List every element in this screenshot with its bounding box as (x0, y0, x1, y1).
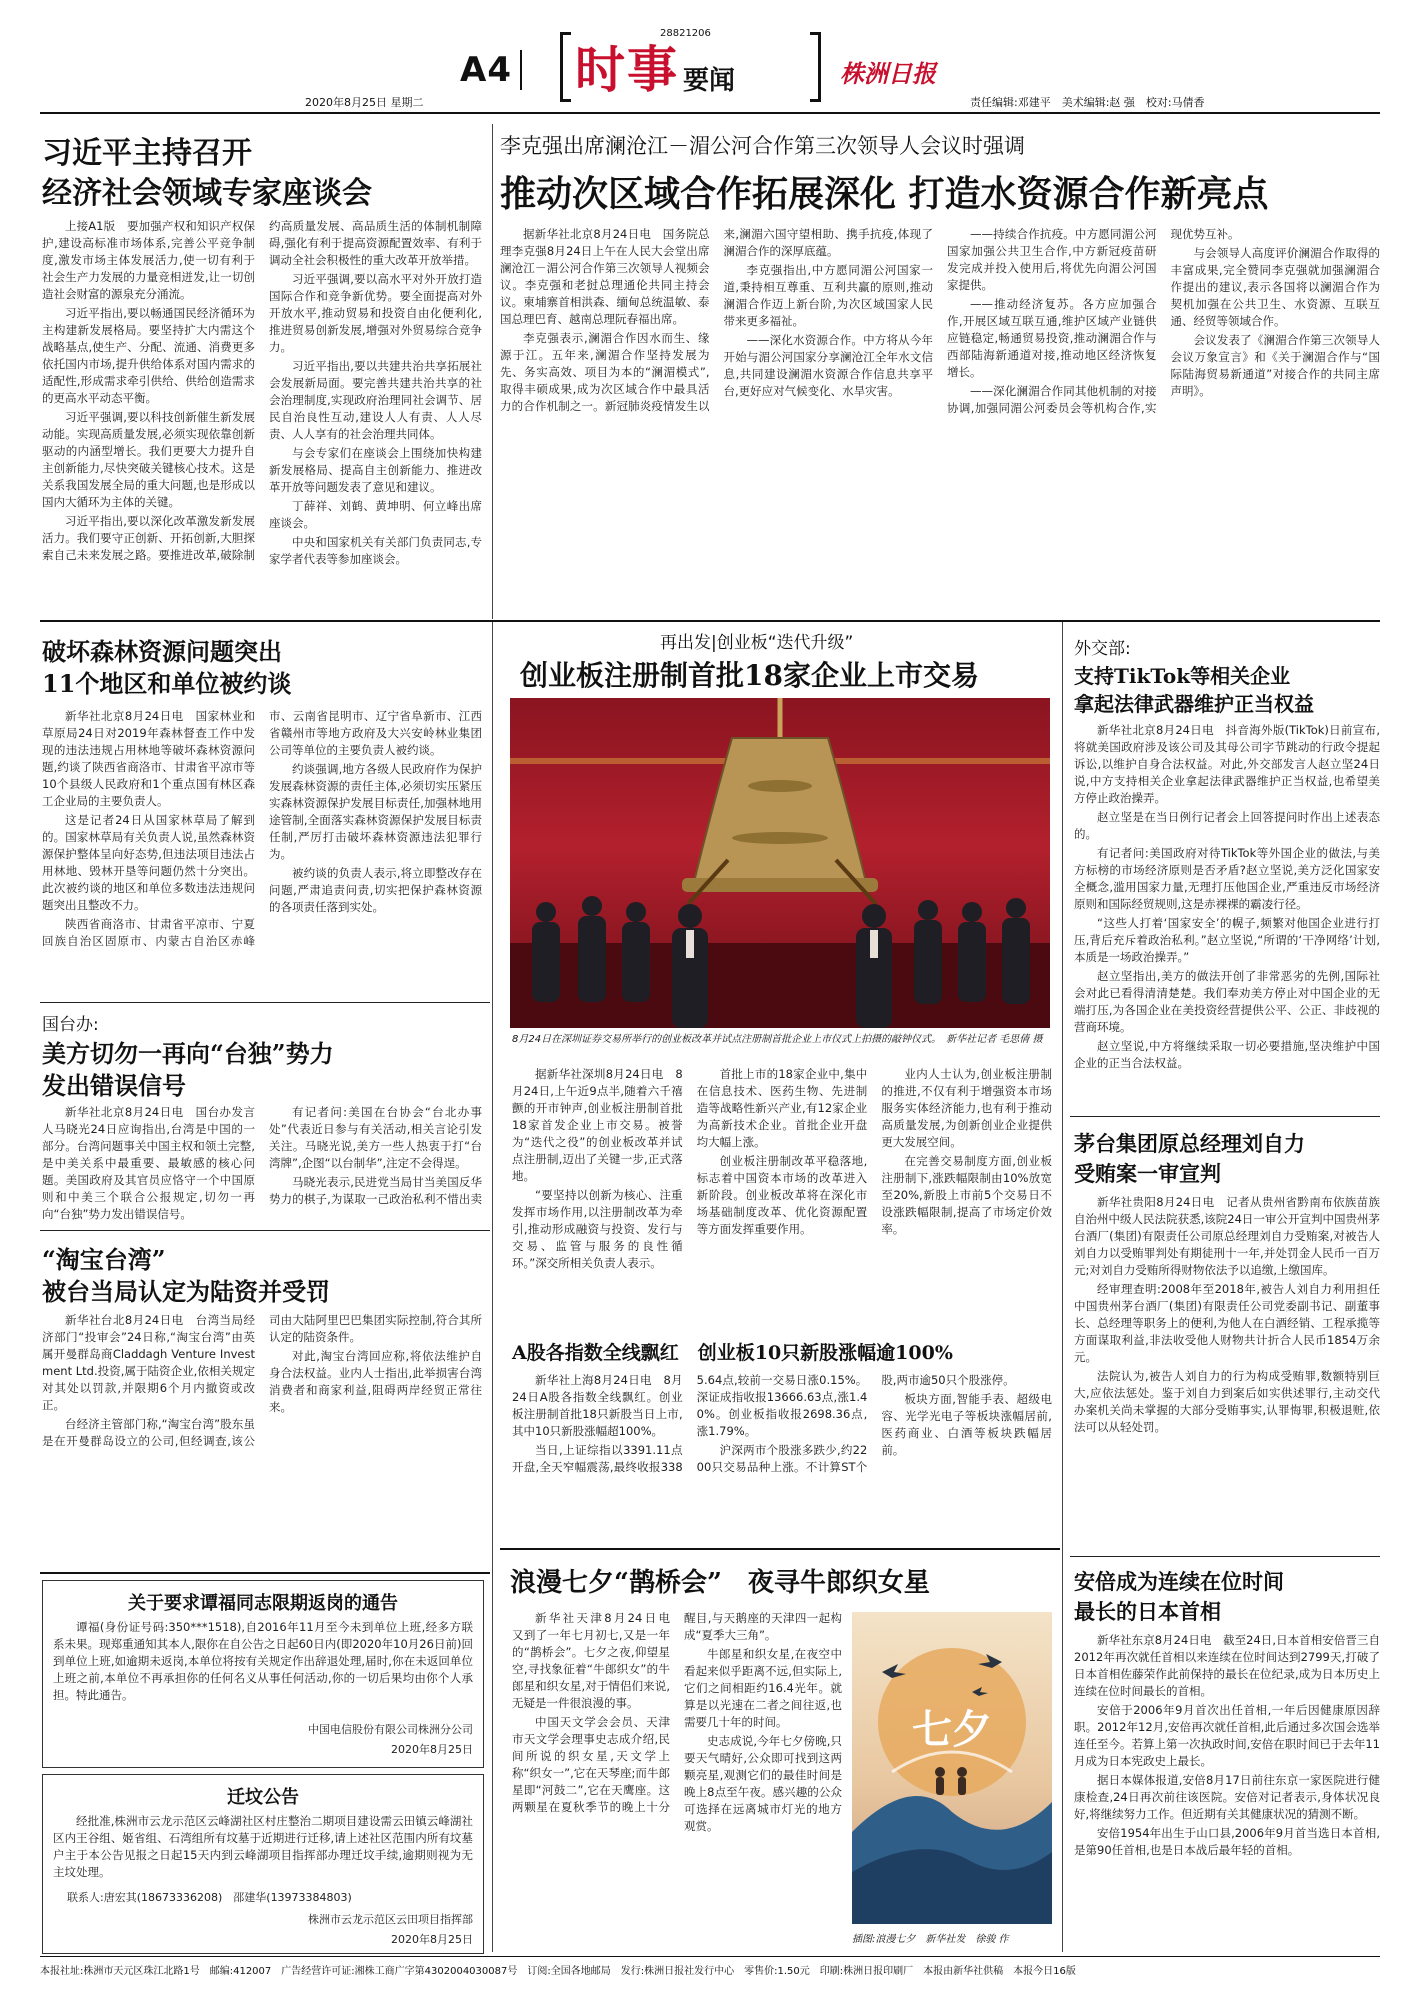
tiktok-headline-1: 支持TikTok等相关企业 (1074, 664, 1291, 688)
moutai-headline-2: 受贿案一审宣判 (1074, 1161, 1221, 1186)
li-paragraph: 李克强指出,中方愿同湄公河国家一道,秉持相互尊重、互利共赢的原则,推动澜湄合作迈上新台阶,为次区域国家人民带来更多福祉。 (723, 263, 933, 328)
taobao-headline-2: 被台当局认定为陆资并受罚 (42, 1277, 330, 1306)
xi-headline-1: 习近平主持召开 (42, 136, 252, 171)
relocation-box (42, 1774, 484, 1954)
li-paragraph: 据新华社北京8月24日电 国务院总理李克强8月24日上午在人民大会堂出席澜沧江－湄公河合作第三次领导人视频会议。李克强和老挝总理通伦共同主持会议。柬埔寨首相洪森、缅甸总统温敏、泰国总理巴育、越南总理阮春福出席。 (500, 227, 710, 326)
tiktok-paragraph: 赵立坚说,中方将继续采取一切必要措施,坚决维护中国企业的正当合法权益。 (1074, 1039, 1380, 1070)
forest-headline-2: 11个地区和单位被约谈 (42, 669, 292, 698)
taiwan-article-body (42, 1104, 482, 1224)
startup-paragraph: 业内人士认为,创业板注册制的推进,不仅有利于增强资本市场服务实体经济能力,也有利于推动高质量发展,为创新创业企业提供更大发展空间。 (881, 1067, 1052, 1149)
li-paragraph: 与会领导人高度评价澜湄合作取得的丰富成果,完全赞同李克强就加强澜湄合作提出的建议,表示各国将以澜湄合作为契机加强在公共卫生、水资源、互联互通、经贸等领域合作。 (1170, 246, 1380, 328)
section-rule (1070, 1116, 1380, 1117)
li-paragraph: ——深化水资源合作。中方将从今年开始与湄公河国家分享澜沧江全年水文信息,共同建设澜湄水资源合作信息共享平台,更好应对气候变化、水旱灾害。 (723, 333, 933, 398)
bell-photo-illustration (510, 698, 1050, 1028)
column-divider (1062, 622, 1063, 1952)
xi-paragraph: 习近平指出,要以畅通国民经济循环为主构建新发展格局。要坚持扩大内需这个战略基点,使生产、分配、流通、消费更多依托国内市场,提升供给体系对国内需求的适配性,形成需求牵引供给、供给创造需求的更高水平动态平衡。 (42, 306, 255, 405)
notice-box (42, 1580, 484, 1768)
footer-info: 本报社址:株洲市天元区珠江北路1号 邮编:412007 广告经营许可证:湘株工商广字第4302004030087号 订阅:全国各地邮局 发行:株洲日报社发行中心 零售价:1.50元 印刷:株洲日报印刷厂 本报由新华社供稿 本报今日16版 (40, 1966, 1076, 1977)
xi-paragraph: 上接A1版 要加强产权和知识产权保护,建设高标准市场体系,完善公平竞争制度,激发市场主体发展活力,使一切有利于社会生产力发展的力量竞相迸发,让一切创造社会财富的源泉充分涌流。 (42, 219, 255, 301)
abe-paragraph: 新华社东京8月24日电 截至24日,日本首相安倍晋三自2012年再次就任首相以来连续在位时间达到2799天,打破了日本首相佐藤荣作此前保持的最长在位纪录,成为日本历史上连续在位时间最长的首相。 (1074, 1633, 1380, 1698)
section-rule (40, 1572, 490, 1574)
section-rule (40, 620, 1380, 622)
notice-date: 2020年8月25日 (391, 1743, 473, 1756)
taiwan-paragraph: 马晓光表示,民进党当局甘当美国反华势力的棋子,为谋取一己政治私利不惜出卖 (269, 1175, 482, 1206)
qixi-paragraph: 新华社天津8月24日电 又到了一年七月初七,又是一年的“鹊桥会”。七夕之夜,仰望星空,寻找象征着“牛郎织女”的牛郎星和织女星,对于情侣们来说,无疑是一件很浪漫的事。 (512, 1611, 682, 1710)
startup-sub-article-body (512, 1372, 1052, 1540)
moutai-paragraph: 新华社贵阳8月24日电 记者从贵州省黔南布依族苗族自治州中级人民法院获悉,该院24日一审公开宣判中国贵州茅台酒厂(集团)有限责任公司原总经理刘自力受贿案,对被告人刘自力以受贿罪判处有期徒刑十一年,并处罚金人民币一百万元;对刘自力受贿所得财物依法予以追缴,上缴国库。 (1074, 1195, 1380, 1277)
qixi-paragraph: 史志成说,今年七夕傍晚,只要天气晴好,公众即可找到这两颗亮星,观测它们的最佳时间是晚上8点至午夜。感兴趣的公众可选择在远离城市灯光的地方观赏。 (684, 1734, 842, 1833)
bell-ceremony-photo (510, 698, 1050, 1028)
relocation-paragraph: 经批准,株洲市云龙示范区云峰湖社区村庄整治二期项目建设需云田镇云峰湖社区内王谷组、姬省组、石湾组所有坟墓于近期进行迁移,请上述社区范围内所有坟墓户主于本公告见报之日起15天内到云峰湖项目指挥部办理迁坟手续,逾期则视为无主坟处理。 (53, 1814, 473, 1879)
forest-paragraph: 被约谈的负责人表示,将立即整改存在问题,严肃追责问责,切实把保护森林资源的各项责任落到实处。 (269, 866, 482, 914)
relocation-date: 2020年8月25日 (391, 1933, 473, 1946)
tiktok-article-body (1074, 722, 1380, 1110)
startup-headline: 创业板注册制首批18家企业上市交易 (520, 659, 979, 692)
forest-headline-1: 破坏森林资源问题突出 (42, 637, 282, 666)
header-phone: 28821206 (660, 28, 711, 39)
forest-paragraph: 陕西省商洛市、甘肃省平凉市、宁夏回族自治区固原市、内蒙古自治区赤峰市、云南省昆明市、辽宁省阜新市、江西省赣州市等地方政府及大兴安岭林业集团公司等单位的主要负责人被约谈。 (42, 709, 482, 948)
tiktok-paragraph: 赵立坚指出,美方的做法开创了非常恶劣的先例,国际社会对此已看得清清楚楚。我们奉劝美方停止对中国企业的无端打压,为各国企业在美投资经营提供公平、公正、非歧视的营商环境。 (1074, 969, 1380, 1034)
bell-photo-caption: 8月24日在深圳证券交易所举行的创业板改革并试点注册制首批企业上市仪式上拍摄的敲钟仪式。 新华社记者 毛思倩 摄 (512, 1034, 1043, 1045)
li-headline: 推动次区域合作拓展深化 打造水资源合作新亮点 (500, 173, 1269, 215)
startup-paragraph: 首批上市的18家企业中,集中在信息技术、医药生物、先进制造等战略性新兴产业,有12家企业为高新技术企业。首批企业开盘均大幅上涨。 (696, 1067, 868, 1149)
tiktok-paragraph: “这些人打着‘国家安全’的幌子,频繁对他国企业进行打压,背后充斥着政治私利。”赵立坚说,“所谓的‘干净网络’计划,本质是一场政治操弄。” (1074, 916, 1380, 964)
forest-paragraph: 新华社北京8月24日电 国家林业和草原局24日对2019年森林督查工作中发现的违法违规占用林地等破坏森林资源问题,约谈了陕西省商洛市、甘肃省平凉市等10个县级人民政府和1个重点国有林区森工企业局的主要负责人。 (42, 709, 255, 808)
section-rule (40, 1230, 490, 1231)
taobao-paragraph: 台经济主管部门称,“淘宝台湾”股东虽是在开曼群岛设立的公司,但经调查,该公司由大陆阿里巴巴集团实际控制,符合其所认定的陆资条件。 (42, 1313, 482, 1448)
xi-article-body (42, 218, 482, 616)
startup-sub-paragraph: 板块方面,智能手表、超级电容、光学光电子等板块涨幅居前,医药商业、白酒等板块跌幅居前。 (881, 1392, 1052, 1457)
qixi-poster (852, 1612, 1052, 1924)
relocation-contact: 联系人:唐宏其(18673336208) 邵建华(13973384803) (67, 1891, 352, 1904)
header-date: 2020年8月25日 星期二 (305, 96, 424, 109)
taiwan-paragraph: 新华社北京8月24日电 国台办发言人马晓光24日应询指出,台湾是中国的一部分。台湾问题事关中国主权和领土完整,是中美关系中最重要、最敏感的核心问题。美国政府及其官员应恪守一个中国原则和中美三个联合公报规定,切勿一再向“台独”势力发出错误信号。 (42, 1105, 255, 1221)
li-paragraph: ——推动经济复苏。各方应加强合作,开展区域互联互通,维护区域产业链供应链稳定,畅通贸易投资,推动澜湄合作与西部陆海新通道对接,推动地区经济恢复增长。 (947, 297, 1157, 379)
qixi-headline: 浪漫七夕“鹊桥会” 夜寻牛郎织女星 (510, 1568, 930, 1598)
page-header (40, 14, 1380, 112)
tiktok-paragraph: 有记者问:美国政府对待TikTok等外国企业的做法,与美方标榜的市场经济原则是否矛盾?赵立坚说,美方泛化国家安全概念,滥用国家力量,无理打压他国企业,严重违反市场经济原则和国际经贸规则,这是赤裸裸的霸凌行径。 (1074, 846, 1380, 911)
notice-paragraph: 谭福(身份证号码:350***1518),自2016年11月至今未到单位上班,经多方联系未果。现郑重通知其本人,限你在自公告之日起60日内(即2020年10月26日前)回到单位上班,如逾期未返岗,本单位将按有关规定作出辞退处理,届时,你在未返回单位上班之前,本单位不再承担你的任何名义从事任何活动,你的一切后果均由你个人承担。特此通告。 (53, 1620, 473, 1702)
abe-paragraph: 据日本媒体报道,安倍8月17日前往东京一家医院进行健康检查,24日再次前往该医院。安倍对记者表示,身体状况良好,将继续努力工作。但近期有关其健康状况的猜测不断。 (1074, 1773, 1380, 1821)
notice-signer: 中国电信股份有限公司株洲分公司 (308, 1723, 473, 1736)
footer-rule (40, 1956, 1380, 1957)
tiktok-paragraph: 新华社北京8月24日电 抖音海外版(TikTok)日前宣布,将就美国政府涉及该公司及其母公司字节跳动的行政令提起诉讼,以维护自身合法权益。对此,外交部发言人赵立坚24日说,中方支持相关企业拿起法律武器维护正当权益,也希望美方停止政治操弄。 (1074, 723, 1380, 805)
relocation-body (53, 1813, 473, 1885)
li-article-body (500, 226, 1380, 614)
taiwan-kicker: 国台办: (42, 1015, 99, 1035)
section-bracket-right (810, 32, 821, 102)
section-rule (1070, 1556, 1380, 1557)
moutai-headline-1: 茅台集团原总经理刘自力 (1074, 1131, 1305, 1156)
taobao-paragraph: 新华社台北8月24日电 台湾当局经济部门“投审会”24日称,“淘宝台湾”由英属开曼群岛商Claddagh Venture Investment Ltd.投资,属于陆资企业,依相关规定对其处以罚款,并限期6个月内撤资或改正。 (42, 1313, 255, 1412)
abe-paragraph: 安倍1954年出生于山口县,2006年9月首当选日本首相,是第90任首相,也是日本战后最年轻的首相。 (1074, 1826, 1380, 1857)
qixi-illustration (852, 1612, 1052, 1924)
xi-paragraph: 丁薛祥、刘鹤、黄坤明、何立峰出席座谈会。 (269, 499, 482, 530)
qixi-photo-caption: 插图:浪漫七夕 新华社发 徐骏 作 (852, 1934, 1009, 1945)
xi-paragraph: 与会专家们在座谈会上围绕加快构建新发展格局、提高自主创新能力、推进改革开放等问题发表了意见和建议。 (269, 446, 482, 494)
section-rule (500, 1548, 1060, 1550)
startup-article-body (512, 1066, 1052, 1328)
section-bracket-left (560, 32, 571, 102)
abe-headline-1: 安倍成为连续在位时间 (1074, 1569, 1284, 1594)
xi-headline-2: 经济社会领域专家座谈会 (42, 176, 372, 211)
startup-sub-paragraph: 新华社上海8月24日电 8月24日A股各指数全线飘红。创业板注册制首批18只新股当日上市,其中10只新股涨幅超100%。 (512, 1373, 683, 1438)
section-sub: 要闻 (683, 66, 736, 96)
startup-paragraph: “要坚持以创新为核心、注重发挥市场作用,以注册制改革为牵引,推动形成融资与投资、发行与交易、监管与服务的良性循环。”深交所相关负责人表示。 (512, 1188, 683, 1270)
forest-article-body (42, 708, 482, 996)
qixi-paragraph: 中国天文学会会员、天津市天文学会理事史志成介绍,民间所说的织女星,天文学上称“织女一”,它在天琴座;而牛郎星即“河鼓二”,它在天鹰座。这两颗星在夏秋季节的晚上十分醒目,与天鹅座的天津四一起构成“夏季大三角”。 (512, 1611, 842, 1814)
xi-paragraph: 习近平强调,要以高水平对外开放打造国际合作和竞争新优势。要全面提高对外开放水平,推动贸易和投资自由化便利化,推进贸易创新发展,增强对外贸易综合竞争力。 (269, 272, 482, 354)
column-divider (492, 124, 493, 619)
startup-kicker: 再出发|创业板“迭代升级” (660, 633, 854, 653)
taiwan-paragraph: 有记者问:美国在台协会“台北办事处”代表近日参与有关活动,相关言论引发关注。马晓光说,美方一些人热衷于打“台湾牌”,企图“以台制华”,注定不会得逞。 (269, 1105, 482, 1170)
li-paragraph: ——持续合作抗疫。中方愿同湄公河国家加强公共卫生合作,中方新冠疫苗研发完成并投入使用后,将优先向湄公河国家提供。 (947, 227, 1157, 292)
forest-paragraph: 约谈强调,地方各级人民政府作为保护发展森林资源的责任主体,必须切实压紧压实森林资源保护发展目标责任,加强林地用途管制,全面落实森林资源保护发展目标责任制,严厉打击破坏森林资源违法犯罪行为。 (269, 762, 482, 861)
taobao-paragraph: 对此,淘宝台湾回应称,将依法维护自身合法权益。业内人士指出,此举损害台湾消费者和商家利益,阻碍两岸经贸正常往来。 (269, 1349, 482, 1414)
qixi-paragraph: 牛郎星和织女星,在夜空中看起来似乎距离不远,但实际上,它们之间相距约16.4光年。就算是以光速在二者之间往返,也需要几十年的时间。 (684, 1647, 842, 1729)
page-number: A4 (460, 50, 522, 90)
taobao-headline-1: “淘宝台湾” (42, 1245, 166, 1274)
taiwan-headline-2: 发出错误信号 (42, 1071, 186, 1100)
tiktok-paragraph: 赵立坚是在当日例行记者会上回答提问时作出上述表态的。 (1074, 810, 1380, 841)
abe-headline-2: 最长的日本首相 (1074, 1599, 1221, 1624)
startup-paragraph: 在完善交易制度方面,创业板注册制下,涨跌幅限制由10%放宽至20%,新股上市前5个交易日不设涨跌幅限制,提高了市场定价效率。 (881, 1154, 1052, 1236)
abe-paragraph: 安倍于2006年9月首次出任首相,一年后因健康原因辞职。2012年12月,安倍再次就任首相,此后通过多次国会选举连任至今。若算上第一次执政时间,安倍在职时间已于去年11月成为日本宪政史上最长。 (1074, 1703, 1380, 1768)
relocation-title: 迁坟公告 (227, 1787, 299, 1808)
xi-paragraph: 习近平强调,要以科技创新催生新发展动能。实现高质量发展,必须实现依靠创新驱动的内涵型增长。我们更要大力提升自主创新能力,尽快突破关键核心技术。这是关系我国发展全局的重大问题,也是形成以国内大循环为主体的关键。 (42, 410, 255, 509)
tiktok-headline-2: 拿起法律武器维护正当权益 (1074, 692, 1314, 716)
taobao-article-body (42, 1312, 482, 1566)
startup-paragraph: 创业板注册制改革平稳落地,标志着中国资本市场的改革进入新阶段。创业板改革将在深化市场基础制度改革、优化资源配置等方面发挥重要作用。 (696, 1154, 868, 1236)
li-paragraph: 李克强表示,澜湄合作因水而生、缘源于江。五年来,澜湄合作坚持发展为先、务实高效、项目为本的“澜湄模式”,取得丰硕成果,成为次区域合作中最具活力的合作机制之一。新冠肺炎疫情发生以来,澜湄六国守望相助、携手抗疫,体现了澜湄合作的深厚底蕴。 (500, 227, 933, 413)
startup-sub-paragraph: 沪深两市个股涨多跌少,约2200只交易品种上涨。不计算ST个股,两市逾50只个股涨停。 (696, 1373, 1015, 1474)
section-title (575, 34, 735, 98)
qixi-poster-text: 七夕 (912, 1706, 992, 1753)
forest-paragraph: 这是记者24日从国家林草局了解到的。国家林草局有关负责人说,虽然森林资源保护整体呈向好态势,但违法项目违法占用林地、毁林开垦等问题仍然十分突出。此次被约谈的地区和单位多数违法违规问题突出且整改不力。 (42, 813, 255, 912)
header-rule (40, 112, 1380, 114)
tiktok-kicker: 外交部: (1074, 639, 1131, 659)
taiwan-headline-1: 美方切勿一再向“台独”势力 (42, 1039, 334, 1068)
notice-title: 关于要求谭福同志限期返岗的通告 (128, 1593, 398, 1614)
moutai-paragraph: 经审理查明:2008年至2018年,被告人刘自力利用担任中国贵州茅台酒厂(集团)有限责任公司党委副书记、副董事长、总经理等职务上的便利,为他人在白酒经销、工程承揽等方面谋取利益,非法收受他人财物共计折合人民币1854万余元。 (1074, 1282, 1380, 1364)
section-main: 时事 (575, 40, 679, 99)
startup-subheadline: A股各指数全线飘红 创业板10只新股涨幅逾100% (512, 1342, 953, 1364)
abe-article-body (1074, 1632, 1380, 1950)
xi-paragraph: 习近平指出,要以共建共治共享拓展社会发展新局面。要完善共建共治共享的社会治理制度,实现政府治理同社会调节、居民自治良性互动,建设人人有责、人人尽责、人人享有的社会治理共同体。 (269, 359, 482, 441)
xi-paragraph: 中央和国家机关有关部门负责同志,专家学者代表等参加座谈会。 (269, 535, 482, 566)
xi-paragraph: 习近平指出,要以深化改革激发新发展活力。我们要守正创新、开拓创新,大胆探索自己未来发展之路。要推进改革,破除制约高质量发展、高品质生活的体制机制障碍,强化有利于提高资源配置效率、有利于调动全社会积极性的重大改革开放举措。 (42, 219, 482, 562)
section-rule (40, 1002, 490, 1003)
relocation-signer: 株洲市云龙示范区云田项目指挥部 (308, 1913, 473, 1926)
moutai-article-body (1074, 1194, 1380, 1548)
paper-logo: 株洲日报 (840, 59, 936, 88)
notice-body (53, 1619, 473, 1715)
li-paragraph: ——深化澜湄合作同其他机制的对接协调,加强同湄公河委员会等机构合作,实现优势互补。 (947, 227, 1240, 415)
column-divider (492, 622, 493, 1952)
moutai-paragraph: 法院认为,被告人刘自力的行为构成受贿罪,数额特别巨大,应依法惩处。鉴于刘自力到案后如实供述罪行,主动交代办案机关尚未掌握的大部分受贿事实,认罪悔罪,积极退赃,依法可以从轻处罚。 (1074, 1369, 1380, 1434)
header-credits: 责任编辑:邓建平 美术编辑:赵 强 校对:马倩香 (970, 96, 1205, 109)
li-kicker: 李克强出席澜沧江－湄公河合作第三次领导人会议时强调 (500, 134, 1025, 158)
li-paragraph: 会议发表了《澜湄合作第三次领导人会议万象宣言》和《关于澜湄合作与“国际陆海贸易新通道”对接合作的共同主席声明》。 (1170, 333, 1380, 398)
qixi-article-body (512, 1610, 842, 1950)
startup-sub-paragraph: 当日,上证综指以3391.11点开盘,全天窄幅震荡,最终收报3385.64点,较前一交易日涨0.15%。深证成指收报13666.63点,涨1.40%。创业板指收报2698.36点,涨1.79%。 (512, 1373, 868, 1474)
startup-paragraph: 据新华社深圳8月24日电 8月24日,上午近9点半,随着六千禧颤的开市钟声,创业板注册制首批18家首发企业上市交易。被誉为“迭代之役”的创业板改革并试点注册制,迈出了关键一步,正式落地。 (512, 1067, 683, 1183)
